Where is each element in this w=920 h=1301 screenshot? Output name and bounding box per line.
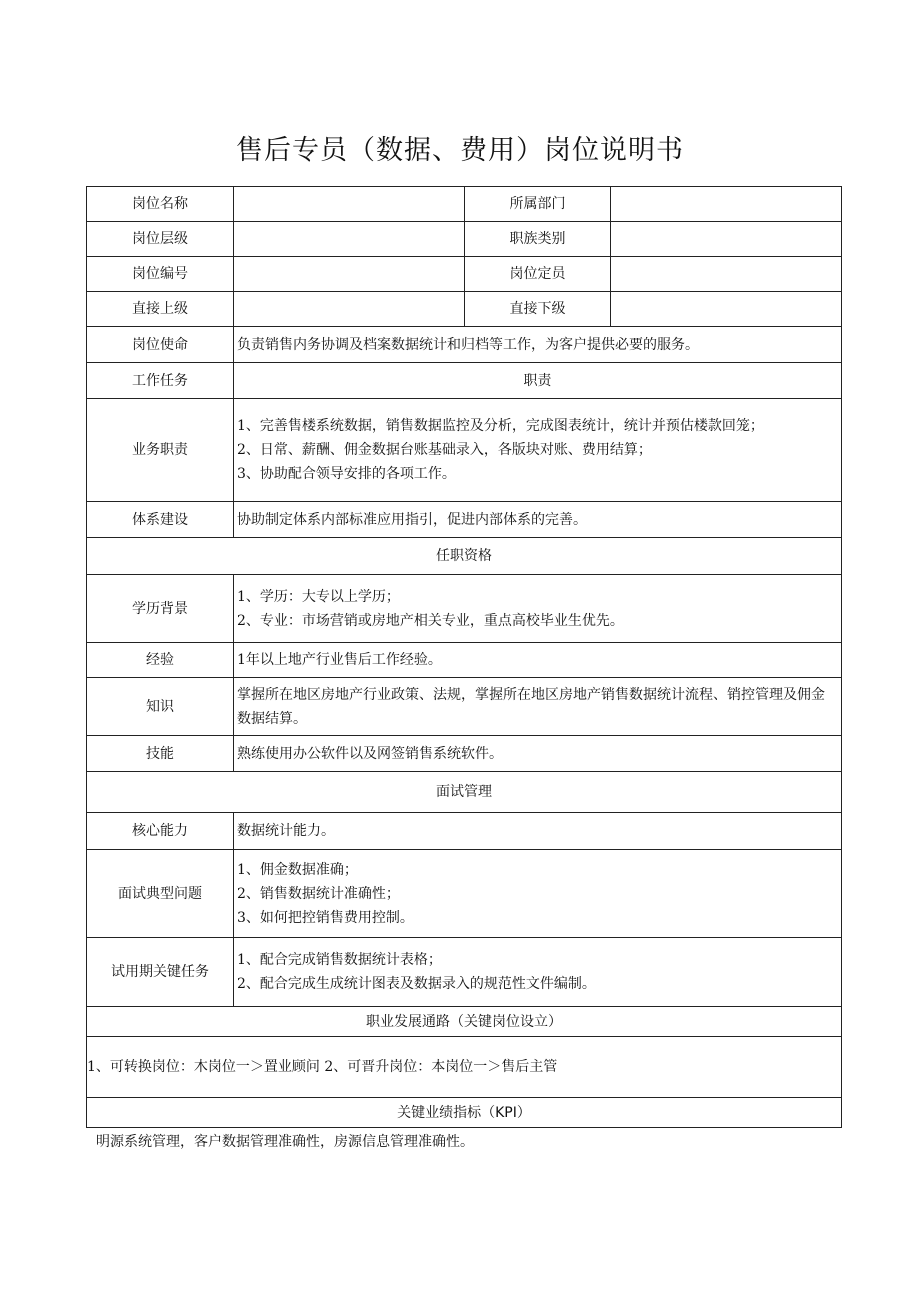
probation-label: 试用期关键任务 [87, 938, 234, 1007]
experience-text: 1年以上地产行业售后工作经验。 [234, 643, 842, 678]
table-row [87, 363, 842, 399]
job-description-table [86, 186, 842, 1128]
mission-text: 负责销售内务协调及档案数据统计和归档等工作，为客户提供必要的服务。 [234, 327, 842, 363]
interview-header: 面试管理 [87, 772, 842, 813]
field-label: 职族类别 [465, 222, 611, 257]
questions-text [234, 850, 842, 938]
system-label: 体系建设 [87, 502, 234, 538]
kpi-text: 明源系统管理，客户数据管理准确性，房源信息管理准确性。 [96, 1134, 474, 1150]
table-row [87, 736, 842, 772]
table-row [87, 222, 842, 257]
probation-line: 1、配合完成销售数据统计表格； [237, 952, 442, 968]
field-label: 岗位定员 [465, 257, 611, 292]
system-text: 协助制定体系内部标准应用指引，促进内部体系的完善。 [234, 502, 842, 538]
table-row [87, 1007, 842, 1037]
experience-label: 经验 [87, 643, 234, 678]
table-row [87, 643, 842, 678]
table-row [87, 813, 842, 850]
table-row [87, 502, 842, 538]
table-row [87, 187, 842, 222]
field-value [611, 257, 842, 292]
field-value [611, 292, 842, 327]
table-row [87, 678, 842, 736]
knowledge-label: 知识 [87, 678, 234, 736]
business-duties [234, 399, 842, 502]
table-row [87, 257, 842, 292]
education-label: 学历背景 [87, 575, 234, 643]
table-row [87, 575, 842, 643]
table-row [87, 1037, 842, 1098]
field-value [234, 292, 465, 327]
field-value [611, 187, 842, 222]
field-label: 所属部门 [465, 187, 611, 222]
duty-line: 3、协助配合领导安排的各项工作。 [237, 466, 456, 482]
table-row [87, 1098, 842, 1128]
business-label: 业务职责 [87, 399, 234, 502]
field-label: 岗位编号 [87, 257, 234, 292]
table-row [87, 399, 842, 502]
table-row [87, 772, 842, 813]
field-value [234, 222, 465, 257]
field-label: 岗位层级 [87, 222, 234, 257]
page-title: 售后专员（数据、费用）岗位说明书 [236, 135, 684, 166]
questions-label: 面试典型问题 [87, 850, 234, 938]
kpi-header: 关键业绩指标（KPI） [87, 1098, 842, 1128]
education-line: 2、专业：市场营销或房地产相关专业，重点高校毕业生优先。 [237, 612, 624, 629]
mission-label: 岗位使命 [87, 327, 234, 363]
duty-line: 1、完善售楼系统数据，销售数据监控及分析，完成图表统计，统计并预估楼款回笼； [237, 418, 764, 434]
knowledge-text: 掌握所在地区房地产行业政策、法规，掌握所在地区房地产销售数据统计流程、销控管理及佣金数据结算。 [234, 678, 842, 736]
question-line: 3、如何把控销售费用控制。 [237, 909, 414, 926]
skills-label: 技能 [87, 736, 234, 772]
question-line: 2、销售数据统计准确性； [237, 885, 400, 902]
core-label: 核心能力 [87, 813, 234, 850]
career-path-text: 1、可转换岗位：木岗位一＞置业顾问 2、可晋升岗位：本岗位一＞售后主管 [87, 1037, 842, 1098]
duties-header: 职责 [234, 363, 842, 399]
qualification-header: 任职资格 [87, 538, 842, 575]
table-row [87, 938, 842, 1007]
table-row [87, 292, 842, 327]
field-label: 直接下级 [465, 292, 611, 327]
table-row [87, 538, 842, 575]
core-text: 数据统计能力。 [234, 813, 842, 850]
field-value [611, 222, 842, 257]
probation-text [234, 938, 842, 1007]
duty-line: 2、日常、薪酬、佣金数据台账基础录入，各版块对账、费用结算； [237, 442, 652, 458]
question-line: 1、佣金数据准确； [237, 861, 358, 878]
education-line: 1、学历：大专以上学历； [237, 588, 400, 605]
field-label: 直接上级 [87, 292, 234, 327]
field-value [234, 187, 465, 222]
field-value [234, 257, 465, 292]
table-row [87, 850, 842, 938]
field-label: 岗位名称 [87, 187, 234, 222]
skills-text: 熟练使用办公软件以及网签销售系统软件。 [234, 736, 842, 772]
tasks-label: 工作任务 [87, 363, 234, 399]
probation-line: 2、配合完成生成统计图表及数据录入的规范性文件编制。 [237, 976, 596, 992]
education-text [234, 575, 842, 643]
career-header: 职业发展通路（关键岗位设立） [87, 1007, 842, 1037]
table-row [87, 327, 842, 363]
